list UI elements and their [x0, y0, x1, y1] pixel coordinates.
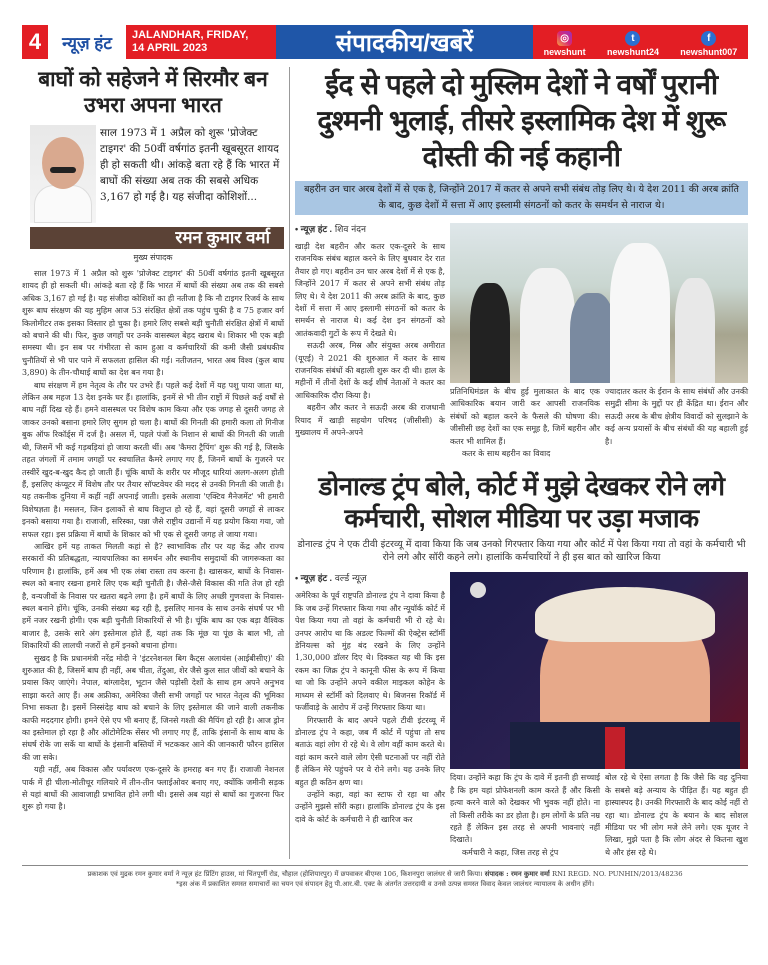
editorial-headline: बाघों को सहेजने में सिरमौर बन उभरा अपना भारत [38, 68, 268, 117]
gulf-col1 [295, 223, 445, 460]
imprint [22, 869, 748, 889]
social-twitter [607, 31, 659, 57]
byline-author: वर्ल्ड न्यूज़ [334, 574, 367, 585]
trump-col3 [605, 772, 748, 859]
paragraph: बहरीन और कतर ने सऊदी अरब की राजधानी रियाद में खाड़ी सहयोग परिषद (जीसीसी) के मुख्यालय में अपने-अपने [295, 403, 445, 438]
social-instagram [544, 31, 586, 57]
trump-subheadline: डोनाल्ड ट्रंप ने एक टीवी इंटरव्यू में दावा किया कि जब उनको गिरफ्तार किया गया और कोर्ट में पेश किया गया तो वहां के कर्मचारी भी रोने लगे और सॉरी कहने लगे। हालांकि कर्मचारियों ने ही इस बात को खारिज किया [297, 539, 746, 564]
gulf-right [450, 223, 748, 460]
author-name: रमन कुमार वर्मा [30, 227, 284, 249]
editorial-body [22, 268, 284, 814]
imprint-disclaimer: *इस अंक में प्रकाशित समस्त समाचारों का चयन एवं संपादन हेतु पी.आर.बी. एक्ट के अंतर्गत उत्तरदायी व उनसे उत्पन्न समस्त विवाद केवल जालंधर न्यायालय के अधीन होंगे। [175, 880, 595, 889]
gulf-summary: बहरीन उन चार अरब देशों में से एक है, जिन्होंने 2017 में कतर से अपने सभी संबंध तोड़ लिए थे। ये देश 2011 की अरब क्रांति के बाद, कुछ देशों में सत्ता में आए इस्लामी संगठनों को कतर के समर्थन से नाराज थे। [295, 181, 748, 215]
column-divider [289, 67, 290, 859]
paragraph: उन्होंने कहा, वहां का स्टाफ रो रहा था और उन्होंने मुझसे सॉरी कहा। हालांकि डोनाल्ड ट्रंप के इस दावे के कोर्ट के कर्मचारी ने ही खारिज कर [295, 789, 445, 824]
gulf-subcolumns [450, 386, 748, 460]
page-content [22, 67, 748, 859]
paragraph: ज्यादातर कतर के ईरान के साथ संबंधों और उनकी समुद्री सीमा के मुद्दों पर ही केंद्रित था। ईरान और सऊदी अरब के बीच क्षेत्रीय विवादों को सुलझाने के कई अन्य प्रयासों के बीच संबंधों की यह बहाली हुई है। [605, 387, 748, 446]
trump-story [295, 572, 748, 859]
paragraph: प्रतिनिधिमंडल के बीच हुई मुलाकात के बाद एक आधिकारिक बयान जारी कर आपसी राजनयिक संबंधों को बहाल करने के फैसले की घोषणा की। जीसीसी छह देशों का एक समूह है, जिमें बहरीन और कतर भी शामिल हैं। [450, 387, 600, 446]
paragraph: गिरफ्तारी के बाद अपने पहले टीवी इंटरव्यू में डोनाल्ड ट्रंप ने कहा, जब मैं कोर्ट में पहुंचा तो सच बताऊं वहां लोग रो रहे थे। वे लोग वहीं काम करते थे। वहां काम करने वाले लोग ऐसी घटनाओं पर नहीं रोते हैं लेकिन मेरे पहुंचने पर वे रोने लगे। यह उनके लिए बहुत ही कठिन क्षण था। [295, 715, 445, 787]
dateline [126, 25, 276, 59]
trump-right [450, 572, 748, 859]
trump-headline: डोनाल्ड ट्रंप बोले, कोर्ट में मुझे देखकर रोने लगे कर्मचारी, सोशल मीडिया पर उड़ा मजाक [318, 471, 725, 534]
paragraph: सऊदी अरब, मिस्र और संयुक्त अरब अमीरात (यूएई) ने 2021 की शुरुआत में कतर के साथ राजनयिक संबंधों की बहाली शुरू कर दी थी। हाल के महीनों में तीनों देशों के कई शीर्ष नेताओं ने कतर का आधिकारिक दौरा किया है। [295, 341, 445, 400]
paragraph: खाड़ी देश बहरीन और कतर एक-दूसरे के साथ राजनयिक संबंध बहाल करने के लिए बुधवार देर रात तैयार हो गए। बहरीन उन चार अरब देशों में से एक है, जिन्होंने 2017 में कतर से अपने सभी संबंध तोड़ लिए थे। ये देश 2011 की अरब क्रांति के बाद, कुछ देशों में सत्ता में आए इस्लामी संगठनों को कतर के समर्थन से नाराज थे। कई देश इन संगठनों को आतंकवादी गुटों के रूप में देखते थे। [295, 242, 445, 338]
paragraph: कर्मचारी ने कहा, जिस तरह से ट्रंप [462, 847, 559, 857]
paragraph: सुखद है कि प्रधानमंत्री नरेंद्र मोदी ने 'इंटरनेशनल बिग कैट्स अलायंस (आईबीसीए)' की शुरुआत की है, जिसमें बाघ ही नहीं, अब चीता, तेंदुआ, शेर जैसे कुल सात जीवों को बचाने के प्रयास किए जाएंगे। नेपाल, बांग्लादेश, भूटान जैसे पड़ोसी देशों के साथ हम अपने अनुभव साझा करते आए हैं। अब अफ्रीका, अमेरिका जैसी सभी जगहों पर भारत नेतृत्व की भूमिका निभा सकता है। इसमें निस्संदेह बाघ को बचाने के लिए इस्तेमाल की जाने वाली तकनीक काफी मददगार होगी। हमने ऐसे एप भी बनाए हैं, जिनसे गश्ती की मैपिंग हो रही है। आज ड्रोन का इस्तेमाल हो रहा है और ऑटोमेटिक सेंसर भी लगाए गए हैं, ताकि इंसानों के साथ बाघ के संघर्ष रोके जा सकें या बाघों के इंसानी बस्तियों में भटककर आने की जानकारी फौरन हासिल की जा सके। [22, 653, 285, 762]
page-number: 4 [22, 25, 48, 59]
trump-col2 [450, 772, 600, 859]
paragraph: साल 1973 में 1 अप्रैल को शुरू 'प्रोजेक्ट टाइगर' की 50वीं वर्षगांठ इतनी खूबसूरत शायद ही हो सकती थी। आंकड़े बता रहे हैं कि भारत में बाघों की संख्या अब तक की सबसे अधिक 3,167 हो गई है। यह संजीदा कोशिशों का ही नतीजा है कि नौ टाइगर रिजर्व के साथ शुरू बाघ संरक्षण की यह मुहिम आज 53 संरक्षित क्षेत्रों तक पहुंच चुकी है व 75 हजार वर्ग किलोमीटर तक इसका विस्तार हो चुका है। हमारे लिए सबसे बड़ी चुनौती संरक्षित क्षेत्रों में बाघों को बचाने की थी। फिर, कुछ जगहों पर उनके वासस्थल बेहद खराब थे। शिकार भी एक बड़ी समस्या थी। इन सब पर गंभीरता से काम हुआ व कर्मचारियों की कमी जैसी प्रबंधकीय चुनौतियों से भी पार पाने में सफलता हासिल की गई। नतीजतन, भारत अब विश्व (कुल बाघ 3,890) के तीन-चौथाई बाघों का देश बन गया है। [22, 269, 284, 378]
paragraph: दिया। उन्होंने कहा कि ट्रंप के दावे में इतनी ही सच्चाई है कि हम यहां प्रोफेशनली काम करते हैं और किसी हत्या करने वाले को देखकर भी भुवक नहीं होते। ना तो किसी तरीके का डर होता है। हम लोगों के प्रति नम्र रहते हैं लेकिन इस तरह से अपनी भावनाएं नहीं दिखाते। [450, 773, 600, 845]
editorial-intro: साल 1973 में 1 अप्रैल को शुरू 'प्रोजेक्ट टाइगर' की 50वीं वर्षगांठ इतनी खूबसूरत शायद ही हो सकती थी। आंकड़े बता रहे हैं कि भारत में बाघों की संख्या अब तक की सबसे अधिक 3,167 हो गई है। यह संजीदा कोशिशों... [100, 127, 280, 203]
news-column [295, 67, 748, 859]
imprint-regd: RNI REGD. NO. PUNHIN/2013/48236 [551, 870, 683, 879]
gulf-col2 [450, 386, 600, 460]
paragraph: अमेरिका के पूर्व राष्ट्रपति डोनाल्ड ट्रंप ने दावा किया है कि जब उन्हें गिरफ्तार किया गया और न्यूयॉर्क कोर्ट में पेश किया गया तो वहां के कर्मचारी भी रो रहे थे। उनपर आरोप था कि अडल्ट फिल्मों की ऐक्ट्रेस स्टॉर्मी डेनियल्स को मुंह बंद रखने के लिए उन्होंने 1,30,000 डॉलर दिए थे। दिक्कत यह थी कि इस रकम का जिक्र ट्रंप ने कानूनी फीस के रूप में किया था जो कि उन्होंने अपने वकील माइकल कोहेन के माध्यम से स्टॉर्मी को दिलवाए थे। बिजनस रिकॉर्ड में फर्जीवाड़े के आरोप में उन्हें गिरफ्तार किया था। [295, 591, 445, 713]
byline-source: • न्यूज़ हंट . [295, 573, 333, 584]
twitter-icon: t [625, 31, 640, 46]
trump-photo [450, 572, 748, 769]
facebook-icon: f [701, 31, 716, 46]
dateline-date: 14 APRIL 2023 [132, 42, 208, 54]
social-facebook [680, 31, 737, 57]
paragraph: बोल रहे थे ऐसा लगता है कि जैसे कि वह दुनिया के सबसे बड़े अन्याय के पीड़ित हैं। यह बहुत ही हास्यास्पद है। उनकी गिरफ्तारी के बाद कोई नहीं रो रहा था। डोनाल्ड ट्रंप के बयान के बाद सोशल मीडिया पर भी लोग मजे लेने लगे। एक यूजर ने लिखा, मुझे पता है कि लोग अंदर से कितना खुश थे और हंस रहे थे। [605, 773, 748, 857]
imprint-editor: संपादक : रमन कुमार वर्मा [484, 870, 550, 879]
editorial-intro-row [22, 125, 284, 223]
masthead-bar [22, 25, 748, 59]
dateline-city-day: JALANDHAR, FRIDAY, [132, 29, 249, 41]
byline-source: • न्यूज़ हंट . [295, 224, 333, 234]
paragraph: बाघ संरक्षण में हम नेतृत्व के तौर पर उभरे हैं। पहले कई देशों में यह पशु पाया जाता था, लेकिन अब महज 13 देश इनके घर हैं। हालांकि, इनमें से भी तीन राष्ट्रों में पिछले कई वर्षों से बाघ नहीं दिख रहे हैं। हमने वासस्थल पर विशेष काम किया और एक जगह से दूसरी जगह ले जाकर उनको बसाना हमारे लिए सुगम हो चला है। बाघों की गिनती की हमारी कला तो गिनीज बुक ऑफ रिकॉर्ड्स में दर्ज है। असल में, पहले पंजों के निशान से बाघों की गिनती की जाती थी, जिसमें भी कई गड़बड़ियां हो जाया करती थीं। अब 'कैमरा ट्रैपिंग' शुरू की गई है, जिसके तहत जंगलों में तमाम जगहों पर स्वचालित कैमरे लगाए गए हैं, जिनमें बाघों के गुजरने पर तस्वीरें खुद-ब-खुद कैद हो जाती हैं। चूंकि बाघों के शरीर पर मौजूद धारियां अलग-अलग होती हैं, इसलिए कंप्यूटर में विशेष तौर पर तैयार सॉफ्टवेयर की मदद से उनकी गिनती की जाती है। यह तकनीक दुनिया में कहीं नहीं अपनाई जाती। इसके अलावा 'एक्टिव मैनेजमेंट' भी हमारी विशेषज्ञता है। मसलन, जिन इलाकों से बाघ विलुप्त हो रहे हैं, वहां दूसरी जगहों से लाकर इनको बसाया गया है। राजाजी, सरिस्का, पन्ना जैसे राष्ट्रीय उद्यानों में यह प्रयोग किया गया, जो सफल रहा। इस प्रक्रिया में बाघों के शिकार को भी एक से दूसरी जगह ले जाया गया। [22, 380, 284, 539]
editorial-column [22, 67, 284, 859]
paragraph: कतर के साथ बहरीन का विवाद [462, 449, 551, 459]
trump-subcolumns [450, 772, 748, 859]
gulf-col3 [605, 386, 748, 460]
facebook-handle: newshunt007 [680, 47, 738, 57]
trump-col1 [295, 572, 445, 859]
trump-byline [295, 572, 445, 586]
paragraph: आखिर हमें यह ताकत मिलती कहां से है? स्वाभाविक तौर पर यह केंद्र और राज्य सरकारों की प्रतिबद्धता, न्यायपालिका का समर्थन और स्थानीय समुदायों की जागरूकता का परिणाम है। हालांकि, हमें अब भी एक लंबा रास्ता तय करना है। खासकर, बाघों के निवास-स्थल को बनाए रखना हमारे लिए एक बड़ी चुनौती है। जैसे-जैसे विकास की गति तेज हो रही है, वन्यजीवों के निवास पर खतरा बढ़ने लगा है। हमें बाघों के लिए अच्छी गुणवत्ता के निवास-स्थल बनाने होंगे। चूंकि, उनकी संख्या बढ़ रही है, इसलिए मानव के साथ उनके संघर्ष पर भी हमें नजर रखनी होगी। एक बड़ी चुनौती शिकारियों से भी है। चूंकि बाघ का एक बड़ा वैश्विक बाजार है, उसके सारे अंग इस्तेमाल होते हैं, यहां तक कि मूंछ या पूंछ के बाल भी, तो शिकारियों की लालची नजरों से हमें इनको बचाना होगा। [22, 541, 284, 651]
twitter-handle: newshunt24 [606, 47, 659, 57]
instagram-icon: ◎ [557, 31, 572, 46]
imprint-publisher: प्रकाशक एवं मुद्रक रमन कुमार वर्मा ने न्यूज़ हंट प्रिंटिंग हाउस, मां चिंतपूर्णी रोड, चौहाल (होशियारपुर) में छपवाकर बीएम्स 106, किशनपुरा जालंधर से जारी किया। [87, 870, 483, 879]
section-title: संपादकीय/खबरें [276, 25, 533, 59]
byline-author: शिव नंदन [334, 225, 366, 235]
footer-rule [22, 865, 748, 866]
gulf-story [295, 223, 748, 460]
gulf-meeting-photo [450, 223, 748, 383]
paragraph: यही नहीं, अब विकास और पर्यावरण एक-दूसरे के हमराह बन गए हैं। राजाजी नेशनल पार्क में ही चीला-मोतीचूर गलियारे में तीन-तीन फ्लाईओवर बनाए गए, क्योंकि जमीनी सड़क से यहां बाघों की आवाजाही प्रभावित होने लगी थी। इससे अब यहां से बाघों का गुजरना फिर शुरू हो गया है। [22, 765, 284, 812]
gulf-headline: ईद से पहले दो मुस्लिम देशों ने वर्षों पुरानी दुश्मनी भुलाई, तीसरे इस्लामिक देश में शुरू दोस्ती की नई कहानी [317, 69, 726, 172]
newspaper-logo: न्यूज़ हंट [48, 25, 126, 59]
author-designation: मुख्य संपादक [133, 253, 173, 262]
gulf-byline [295, 223, 445, 237]
instagram-handle: newshunt [543, 47, 586, 57]
social-handles [533, 25, 748, 59]
author-photo [30, 125, 96, 223]
